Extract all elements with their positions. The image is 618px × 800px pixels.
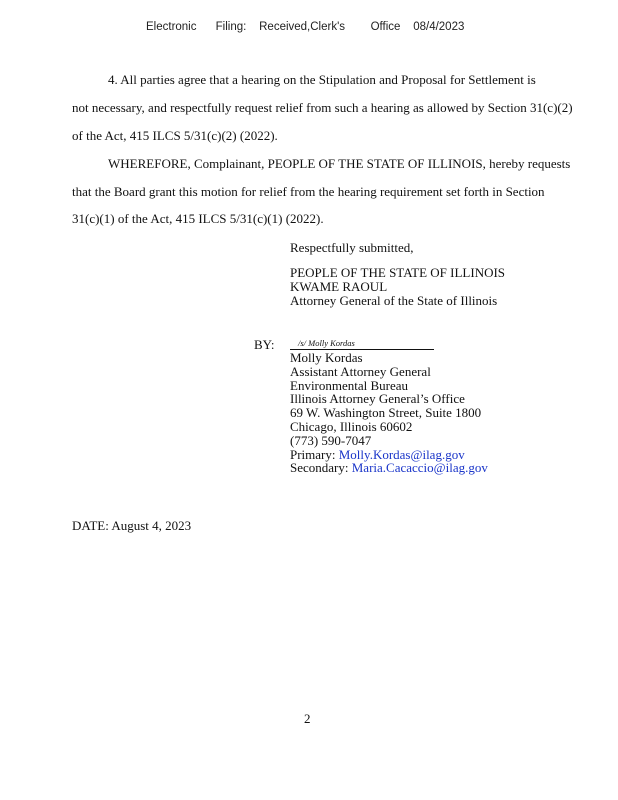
signatory-block xyxy=(290,351,488,475)
signatory-office: Illinois Attorney General’s Office xyxy=(290,391,465,407)
phone-number: (773) 590-7047 xyxy=(290,432,372,448)
by-label: BY: xyxy=(254,337,275,352)
wherefore-line-3: 31(c)(1) of the Act, 415 ILCS 5/31(c)(1) (2022). xyxy=(72,211,324,226)
signatory-title: Assistant Attorney General xyxy=(290,363,431,379)
secondary-email-link[interactable]: Maria.Cacaccio@ilag.gov xyxy=(351,460,488,476)
page-number: 2 xyxy=(304,711,311,726)
address-line-2: Chicago, Illinois 60602 xyxy=(290,418,413,434)
filing-stamp-header: Electronic Filing: Received,Clerk's Office 08/4/2023 xyxy=(146,21,465,33)
party-line-1: PEOPLE OF THE STATE OF ILLINOIS xyxy=(290,265,506,280)
secondary-email-label: Secondary: xyxy=(290,460,352,476)
party-line-3: Attorney General of the State of Illinois xyxy=(290,292,498,308)
wherefore-line-1: WHEREFORE, Complainant, PEOPLE OF THE STATE OF ILLINOIS, hereby requests xyxy=(108,156,571,171)
address-line-1: 69 W. Washington Street, Suite 1800 xyxy=(290,405,482,421)
primary-email-label: Primary: xyxy=(290,446,339,462)
party-block xyxy=(290,266,505,307)
paragraph-4-line-1: 4. All parties agree that a hearing on the Stipulation and Proposal for Settlement is xyxy=(108,72,536,87)
signatory-name: Molly Kordas xyxy=(290,350,363,365)
primary-email-link[interactable]: Molly.Kordas@ilag.gov xyxy=(338,446,465,462)
closing-text: Respectfully submitted, xyxy=(290,240,414,255)
signature-line xyxy=(290,338,434,350)
party-line-2: KWAME RAOUL xyxy=(290,278,388,294)
primary-email-row xyxy=(290,448,488,462)
paragraph-4-line-2: not necessary, and respectfully request relief from such a hearing as allowed by Section 31(c)(2) xyxy=(72,100,573,115)
signatory-bureau: Environmental Bureau xyxy=(290,377,409,393)
date-line: DATE: August 4, 2023 xyxy=(72,518,192,533)
secondary-email-row xyxy=(290,461,488,475)
e-signature: /s/ Molly Kordas xyxy=(298,338,355,348)
wherefore-line-2: that the Board grant this motion for relief from the hearing requirement set forth in Section xyxy=(72,184,545,199)
paragraph-4-line-3: of the Act, 415 ILCS 5/31(c)(2) (2022). xyxy=(72,128,278,143)
